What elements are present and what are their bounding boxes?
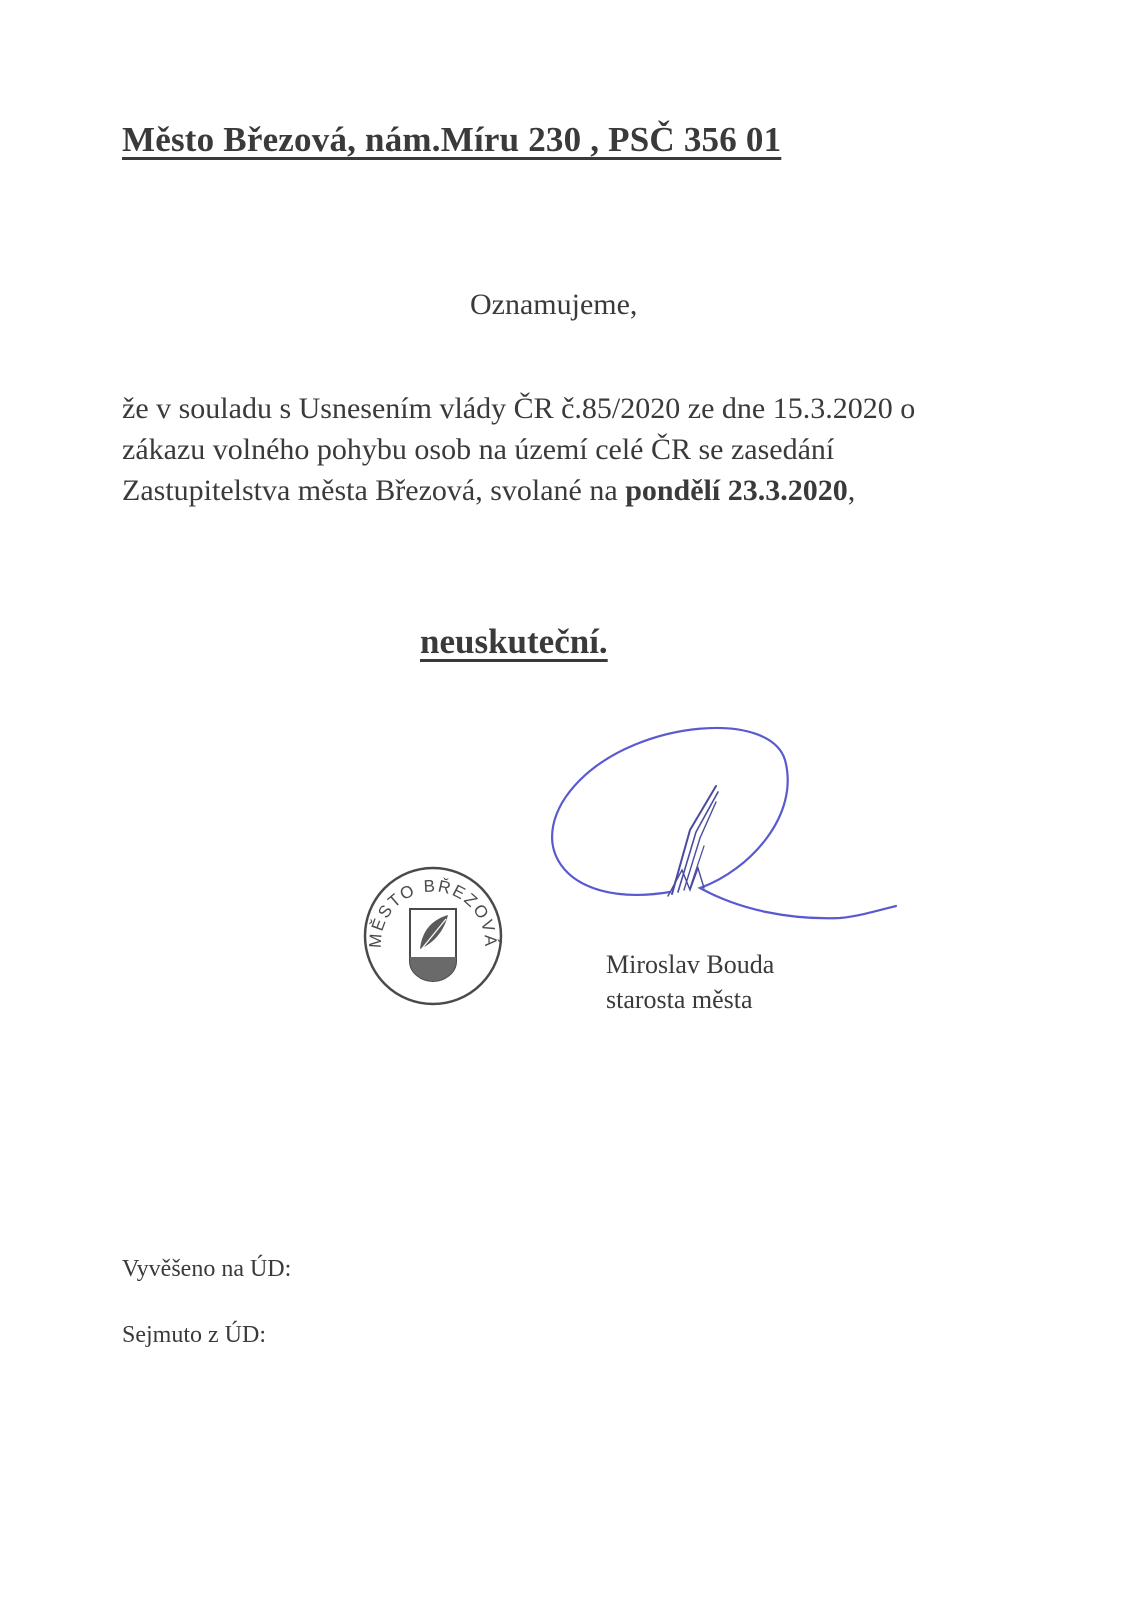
stamp-text: MĚSTO BŘEZOVÁ	[365, 876, 501, 949]
coat-of-arms-icon	[410, 909, 456, 981]
signature	[540, 720, 900, 960]
body-text-part2: ,	[847, 474, 856, 507]
town-stamp	[362, 865, 504, 1007]
body-text-part1: že v souladu s Usnesením vlády ČR č.85/2020 ze dne 15.3.2020 o zákazu volného pohybu osob na území celé ČR se zasedání Zastupitelstva města Březová, svolané na	[122, 392, 916, 507]
announcement-salutation: Oznamujeme,	[470, 288, 638, 321]
cancellation-notice: neuskuteční.	[420, 622, 608, 661]
signer-block	[606, 947, 774, 1017]
announcement-body	[122, 388, 1002, 511]
removed-label: Sejmuto z ÚD:	[122, 1322, 266, 1348]
document-header: Město Březová, nám.Míru 230 , PSČ 356 01	[122, 120, 782, 159]
signer-role: starosta města	[606, 985, 753, 1014]
meeting-date: pondělí 23.3.2020	[625, 474, 848, 507]
posted-label: Vyvěšeno na ÚD:	[122, 1256, 292, 1282]
signer-name: Miroslav Bouda	[606, 950, 775, 979]
